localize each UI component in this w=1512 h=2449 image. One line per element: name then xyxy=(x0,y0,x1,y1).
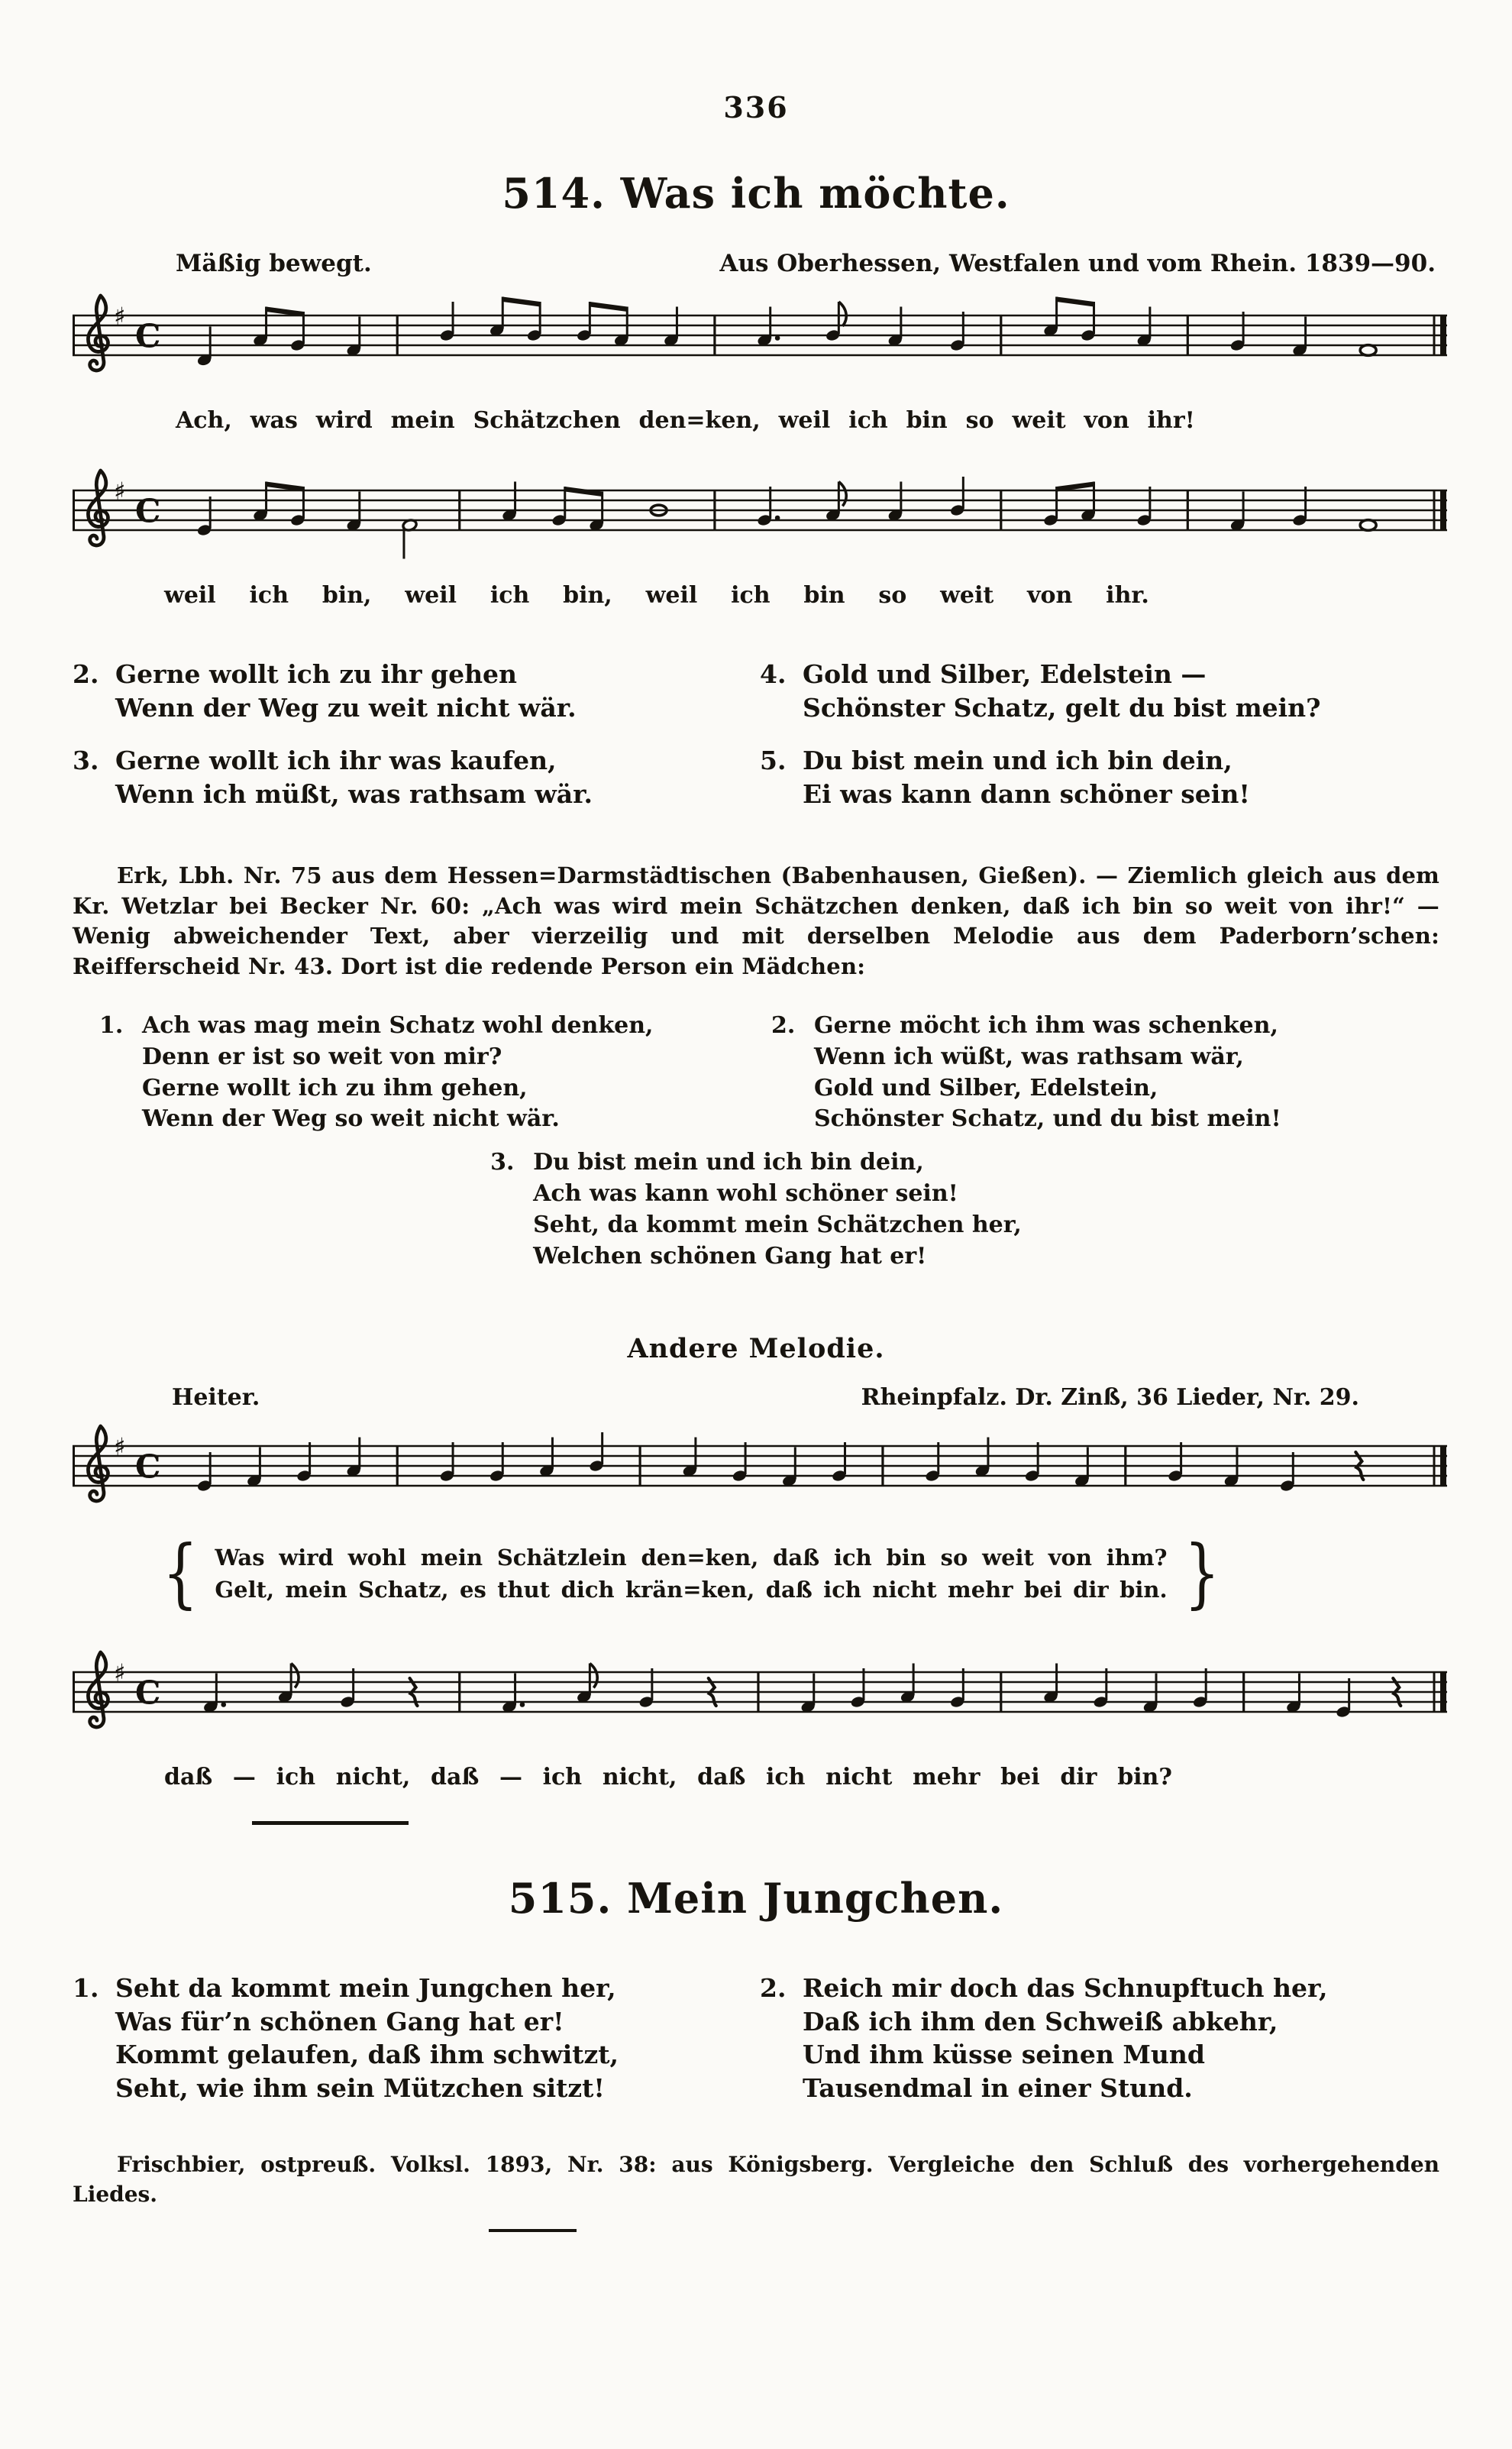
lyric-word: von xyxy=(1027,582,1073,609)
lyric-word: ich xyxy=(276,1764,316,1791)
lyric-word: ich xyxy=(489,582,530,609)
lyric-word: nicht, xyxy=(335,1764,411,1791)
verse-line: Wenn der Weg so weit nicht wär. xyxy=(142,1105,560,1133)
verse-line: Gold und Silber, Edelstein — xyxy=(803,659,1207,689)
staff-4-lyrics xyxy=(164,1764,1172,1791)
tempo-marking: Mäßig bewegt. xyxy=(176,250,372,277)
verse-line: Ach was kann wohl schöner sein! xyxy=(533,1179,958,1207)
lyric-word: was xyxy=(250,407,298,434)
verse-lines xyxy=(533,1147,1022,1272)
music-staff-2 xyxy=(73,460,1512,579)
variant-verses-right xyxy=(771,1011,1413,1135)
verse xyxy=(99,1011,771,1135)
alt-melody-heading: Andere Melodie. xyxy=(627,1333,885,1365)
verse-line: Gerne wollt ich zu ihr gehen xyxy=(115,659,518,689)
commentary-paragraph: Erk, Lbh. Nr. 75 aus dem Hessen=Darmstädtischen (Babenhausen, Gießen). — Ziemlich gleich aus dem Kr. Wetzlar bei Becker Nr. 60: „Ach was wird mein Schätzchen denken, daß ich bin so weit von ihr!“ — Wenig abweichender Text, aber vierzeilig und mit derselben Melodie aus dem Paderborn’schen: Reifferscheid Nr. 43. Dort ist die redende Person ein Mädchen: xyxy=(73,862,1439,979)
staff-3-lyrics-line-1 xyxy=(215,1545,1167,1571)
verse xyxy=(760,1972,1439,2104)
lyric-word: ich xyxy=(542,1764,583,1791)
svg-text:C: C xyxy=(135,317,161,355)
variant-verses-left xyxy=(99,1011,771,1135)
lyric-word: Schätzchen xyxy=(473,407,621,434)
verse-line: Wenn ich müßt, was rathsam wär. xyxy=(115,778,593,809)
footer-note: Frischbier, ostpreuß. Volksl. 1893, Nr. 38: aus Königsberg. Vergleiche den Schluß des vorhergehenden Liedes. xyxy=(73,2151,1439,2207)
verse-line: Denn er ist so weit von mir? xyxy=(142,1043,502,1070)
lyric-word: weil xyxy=(164,582,216,609)
verse-line: Was für’n schönen Gang hat er! xyxy=(115,2006,564,2037)
verse xyxy=(73,1972,760,2104)
verse xyxy=(73,658,760,724)
verse-line: Daß ich ihm den Schweiß abkehr, xyxy=(803,2006,1278,2037)
verses-514 xyxy=(0,658,1512,810)
lyric-word: ich xyxy=(766,1764,806,1791)
verses-515-left xyxy=(73,1972,760,2104)
lyric-word: mein xyxy=(420,1545,483,1571)
lyric-word: dich xyxy=(561,1577,615,1603)
verse-number: 1. xyxy=(99,1011,124,1039)
lyric-word: — xyxy=(232,1764,256,1791)
verse-line: Seht, da kommt mein Schätzchen her, xyxy=(533,1211,1022,1238)
lyric-word: mein xyxy=(285,1577,347,1603)
svg-text:C: C xyxy=(135,1448,161,1486)
braced-lyric-lines xyxy=(204,1545,1178,1603)
lyric-word: bei xyxy=(1023,1577,1062,1603)
verse-lines xyxy=(803,1972,1328,2104)
svg-text:♯: ♯ xyxy=(114,477,126,506)
staff-3-lyrics-line-2 xyxy=(215,1577,1167,1603)
verse-number: 2. xyxy=(771,1011,796,1039)
lyric-word: bin xyxy=(906,407,948,434)
lyric-word: Was xyxy=(215,1545,265,1571)
lyric-word: wohl xyxy=(347,1545,407,1571)
lyric-word: dir xyxy=(1073,1577,1109,1603)
verse-lines xyxy=(803,744,1250,810)
lyric-word: daß xyxy=(164,1764,213,1791)
lyric-word: bin xyxy=(803,582,845,609)
verse-line: Welchen schönen Gang hat er! xyxy=(533,1242,927,1270)
lyric-word: ich xyxy=(731,582,771,609)
lyric-word: krän=ken, xyxy=(625,1577,755,1603)
lyric-word: daß xyxy=(431,1764,480,1791)
staff-1-lyrics xyxy=(176,407,1195,434)
lyric-word: bin? xyxy=(1117,1764,1172,1791)
verse-line: Gold und Silber, Edelstein, xyxy=(814,1074,1158,1102)
section-divider xyxy=(252,1821,409,1825)
lyric-word: von xyxy=(1048,1545,1092,1571)
lyric-word: den=ken, xyxy=(641,1545,759,1571)
lyric-word: — xyxy=(499,1764,522,1791)
lyric-word: so xyxy=(965,407,994,434)
lyric-word: weil xyxy=(778,407,831,434)
verse xyxy=(760,658,1439,724)
verse-lines xyxy=(115,744,593,810)
verse-line: Du bist mein und ich bin dein, xyxy=(803,746,1233,776)
lyric-word: nicht xyxy=(825,1764,893,1791)
staff-1-notation xyxy=(73,285,1447,401)
lyric-word: weit xyxy=(940,582,994,609)
lyric-word: daß xyxy=(697,1764,746,1791)
lyric-word: so xyxy=(940,1545,968,1571)
lyric-word: so xyxy=(878,582,907,609)
lyric-word: mein xyxy=(390,407,455,434)
verse-number: 3. xyxy=(490,1149,515,1176)
verse-line: Wenn ich wüßt, was rathsam wär, xyxy=(814,1043,1244,1070)
staff-2-notation xyxy=(73,460,1447,576)
alt-source-attribution: Rheinpfalz. Dr. Zinß, 36 Lieder, Nr. 29. xyxy=(861,1384,1359,1412)
variant-verse-3 xyxy=(0,1147,1512,1272)
verse xyxy=(73,744,760,810)
verse-lines xyxy=(115,1972,619,2104)
lyric-word: Schatz, xyxy=(358,1577,449,1603)
verse xyxy=(490,1147,1022,1272)
end-divider xyxy=(489,2229,577,2232)
svg-text:C: C xyxy=(135,1674,161,1712)
lyric-word: bin xyxy=(886,1545,926,1571)
right-brace: } xyxy=(1184,1530,1220,1618)
svg-text:♯: ♯ xyxy=(114,1432,126,1462)
staff-2-lyrics xyxy=(164,582,1149,609)
verse-lines xyxy=(142,1011,654,1135)
lyric-word: ihm? xyxy=(1106,1545,1168,1571)
lyric-word: mehr xyxy=(913,1764,981,1791)
song-title-514: 514. Was ich möchte. xyxy=(502,169,1010,218)
svg-text:♯: ♯ xyxy=(114,1658,126,1688)
verse xyxy=(771,1011,1413,1135)
verse-line: Seht da kommt mein Jungchen her, xyxy=(115,1973,616,2004)
lyric-word: ihr! xyxy=(1147,407,1195,434)
lyric-word: ich xyxy=(833,1545,872,1571)
svg-text:C: C xyxy=(135,492,161,530)
verse-lines xyxy=(814,1011,1281,1135)
verse-line: Tausendmal in einer Stund. xyxy=(803,2072,1193,2103)
tempo-source-row-alt xyxy=(0,1384,1512,1411)
lyric-word: bin, xyxy=(321,582,372,609)
lyric-word: wird xyxy=(279,1545,334,1571)
verse-line: Seht, wie ihm sein Mützchen sitzt! xyxy=(115,2072,605,2103)
lyric-word: weil xyxy=(645,582,698,609)
verses-515 xyxy=(0,1972,1512,2104)
verse-line: Und ihm küsse seinen Mund xyxy=(803,2040,1205,2070)
lyric-word: wird xyxy=(315,407,373,434)
verse-line: Reich mir doch das Schnupftuch her, xyxy=(803,1973,1328,2004)
lyric-word: von xyxy=(1084,407,1129,434)
lyric-word: mehr xyxy=(948,1577,1013,1603)
verse-line: Du bist mein und ich bin dein, xyxy=(533,1149,924,1176)
verse xyxy=(760,744,1439,810)
verse-line: Schönster Schatz, und du bist mein! xyxy=(814,1105,1281,1133)
verse-lines xyxy=(803,658,1320,724)
verse-line: Gerne wollt ich ihr was kaufen, xyxy=(115,746,557,776)
lyric-word: ich xyxy=(848,407,888,434)
lyric-word: nicht xyxy=(872,1577,937,1603)
staff-3-lyrics-block xyxy=(157,1530,1226,1618)
verses-515-right xyxy=(760,1972,1439,2104)
lyric-word: weit xyxy=(1012,407,1066,434)
lyric-word: dir xyxy=(1060,1764,1097,1791)
verse-number: 1. xyxy=(73,1973,99,2004)
lyric-word: den=ken, xyxy=(638,407,761,434)
verse-line: Ach was mag mein Schatz wohl denken, xyxy=(142,1011,654,1039)
svg-text:♯: ♯ xyxy=(114,302,126,331)
verse-line: Ei was kann dann schöner sein! xyxy=(803,778,1250,809)
verse-number: 4. xyxy=(760,659,787,689)
verse-line: Wenn der Weg zu weit nicht wär. xyxy=(115,692,577,723)
music-staff-4 xyxy=(73,1642,1512,1761)
lyric-word: bei xyxy=(1000,1764,1040,1791)
song-title-515: 515. Mein Jungchen. xyxy=(508,1874,1004,1923)
tempo-source-row-514 xyxy=(0,250,1512,277)
lyric-word: bin. xyxy=(1119,1577,1168,1603)
verse-line: Gerne wollt ich zu ihm gehen, xyxy=(142,1074,528,1102)
alt-tempo-marking: Heiter. xyxy=(172,1384,260,1412)
source-attribution: Aus Oberhessen, Westfalen und vom Rhein. 1839—90. xyxy=(719,250,1436,277)
lyric-word: es xyxy=(460,1577,486,1603)
verse-line: Kommt gelaufen, daß ihm schwitzt, xyxy=(115,2040,619,2070)
lyric-word: ihr. xyxy=(1106,582,1149,609)
staff-3-notation xyxy=(73,1415,1447,1532)
lyric-word: thut xyxy=(497,1577,551,1603)
verse-number: 5. xyxy=(760,746,787,776)
verse-line: Schönster Schatz, gelt du bist mein? xyxy=(803,692,1321,723)
lyric-word: Ach, xyxy=(176,407,232,434)
lyric-word: Schätzlein xyxy=(496,1545,627,1571)
variant-verses xyxy=(0,1011,1512,1135)
page-number: 336 xyxy=(723,90,789,125)
music-staff-3 xyxy=(73,1415,1512,1535)
left-brace: { xyxy=(162,1530,199,1618)
music-staff-1 xyxy=(73,285,1512,404)
verse-number: 2. xyxy=(73,659,99,689)
lyric-word: daß xyxy=(765,1577,813,1603)
lyric-word: bin, xyxy=(563,582,612,609)
lyric-word: ich xyxy=(823,1577,861,1603)
lyric-word: nicht, xyxy=(602,1764,677,1791)
lyric-word: Gelt, xyxy=(215,1577,275,1603)
lyric-word: daß xyxy=(773,1545,820,1571)
staff-4-notation xyxy=(73,1642,1447,1758)
lyric-word: ich xyxy=(249,582,289,609)
lyric-word: weil xyxy=(405,582,457,609)
lyric-word: weit xyxy=(982,1545,1034,1571)
verse-number: 3. xyxy=(73,746,99,776)
verse-lines xyxy=(115,658,577,724)
verse-line: Gerne möcht ich ihm was schenken, xyxy=(814,1011,1278,1039)
verse-number: 2. xyxy=(760,1973,787,2004)
verses-514-right xyxy=(760,658,1439,810)
verses-514-left xyxy=(73,658,760,810)
